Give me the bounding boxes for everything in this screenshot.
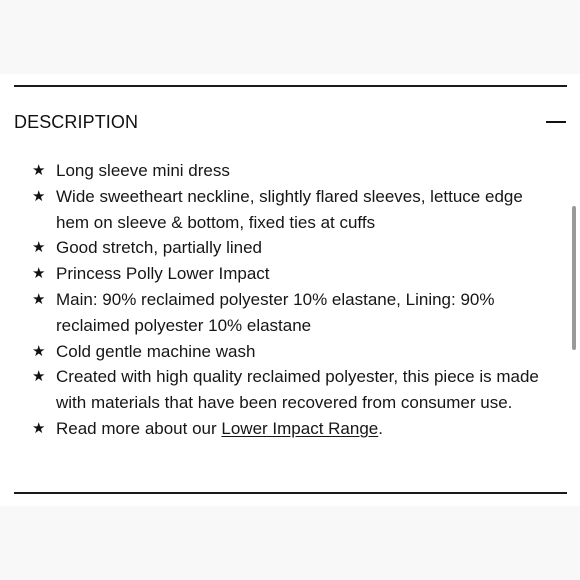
star-icon: ★ (32, 239, 46, 257)
star-icon: ★ (32, 187, 46, 205)
list-item (30, 339, 550, 365)
list-item-text: Created with high quality reclaimed polyester, this piece is made with materials that have been recovered from consumer use. (56, 367, 539, 413)
collapse-button[interactable] (543, 108, 567, 136)
list-item (30, 235, 550, 261)
description-panel (0, 74, 580, 506)
accordion-header[interactable] (14, 108, 567, 136)
list-item (30, 287, 550, 339)
star-icon: ★ (32, 368, 46, 386)
read-more-prefix: Read more about our (56, 418, 222, 438)
list-item (30, 364, 550, 416)
list-item-read-more (30, 416, 550, 442)
scrollbar[interactable] (572, 206, 576, 350)
list-item (30, 184, 550, 236)
list-item-text: Long sleeve mini dress (56, 161, 230, 180)
read-more-suffix: . (378, 418, 383, 438)
section-title: DESCRIPTION (14, 112, 139, 132)
lower-impact-range-link[interactable]: Lower Impact Range (221, 418, 379, 438)
list-item-text: Good stretch, partially lined (56, 238, 262, 258)
star-icon: ★ (32, 419, 46, 437)
list-item-text: Main: 90% reclaimed polyester 10% elastane, Lining: 90% reclaimed polyester 10% elastane (56, 289, 495, 335)
description-list (30, 158, 550, 442)
divider-top (14, 85, 567, 87)
star-icon: ★ (32, 290, 46, 308)
star-icon: ★ (32, 342, 46, 360)
divider-bottom (14, 492, 567, 494)
list-item-text: Wide sweetheart neckline, slightly flared sleeves, lettuce edge hem on sleeve & bottom, fixed ties at cuffs (56, 186, 523, 232)
star-icon: ★ (32, 265, 46, 283)
list-item-text: Princess Polly Lower Impact (56, 264, 270, 284)
list-item (30, 158, 550, 184)
star-icon: ★ (32, 162, 46, 179)
minus-icon (546, 121, 566, 123)
list-item-text: Cold gentle machine wash (56, 341, 256, 361)
list-item (30, 261, 550, 287)
